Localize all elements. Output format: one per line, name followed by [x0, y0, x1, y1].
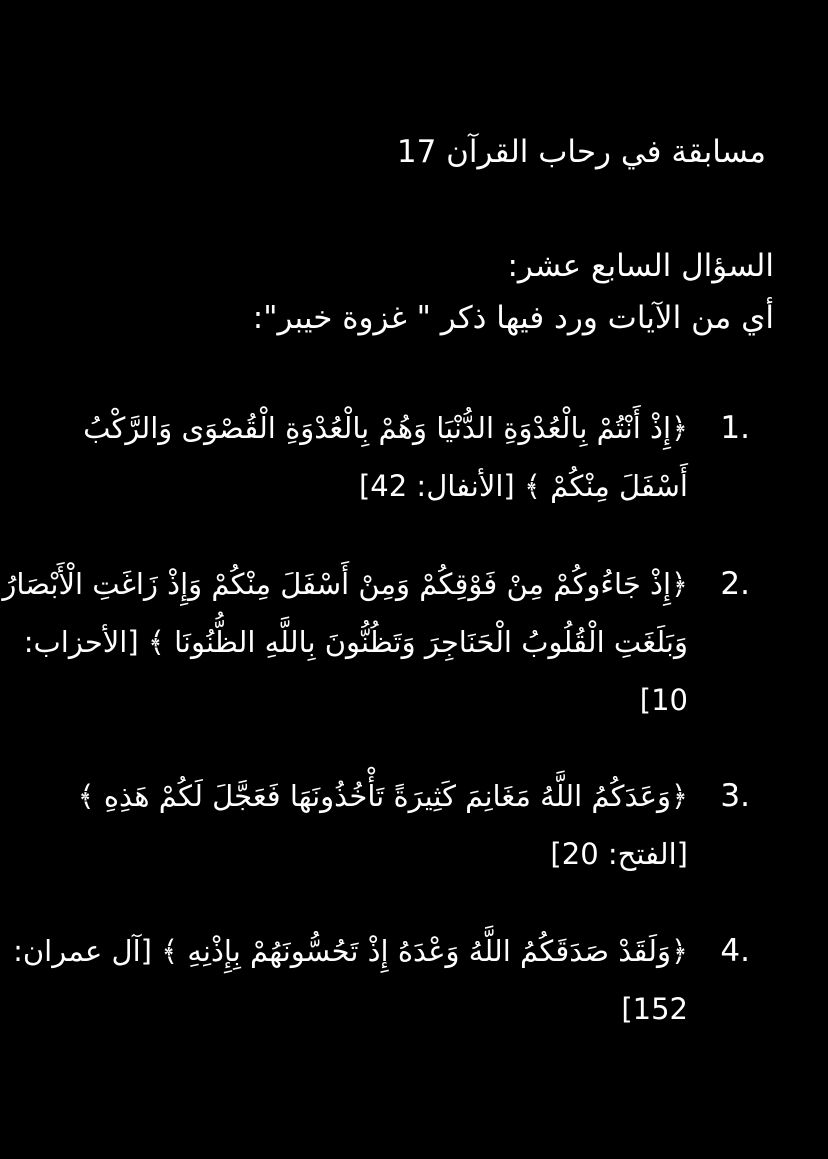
option-number: 2.	[720, 566, 750, 602]
option-text: ﴿إِذْ جَاءُوكُمْ مِنْ فَوْقِكُمْ وَمِنْ أَسْفَلَ مِنْكُمْ وَإِذْ زَاغَتِ الْأَبْصَارُ وَبَلَغَتِ الْقُلُوبُ الْحَنَاجِرَ وَتَظُنُّونَ بِاللَّهِ الظُّنُونَا ﴾ [الأحزاب: 10]	[2, 567, 688, 717]
option-number: 1.	[720, 410, 750, 446]
option-3	[60, 767, 750, 883]
option-number: 3.	[720, 778, 750, 814]
option-text: ﴿إِذْ أَنْتُمْ بِالْعُدْوَةِ الدُّنْيَا وَهُمْ بِالْعُدْوَةِ الْقُصْوَى وَالرَّكْبُ أَسْفَلَ مِنْكُمْ ﴾ [الأنفال: 42]	[83, 411, 688, 503]
question-label: السؤال السابع عشر:	[507, 248, 774, 284]
option-number: 4.	[720, 933, 750, 969]
option-text: ﴿وَلَقَدْ صَدَقَكُمُ اللَّهُ وَعْدَهُ إِذْ تَحُسُّونَهُمْ بِإِذْنِهِ ﴾ [آل عمران: 152]	[13, 934, 688, 1026]
option-2	[2, 555, 750, 729]
question-text: أي من الآيات ورد فيها ذكر " غزوة خيبر":	[252, 300, 774, 336]
page-title: مسابقة في رحاب القرآن 17	[396, 134, 766, 170]
option-1	[60, 399, 750, 515]
option-text: ﴿وَعَدَكُمُ اللَّهُ مَغَانِمَ كَثِيرَةً تَأْخُذُونَهَا فَعَجَّلَ لَكُمْ هَذِهِ ﴾ [الفتح: 20]	[77, 779, 688, 871]
option-4	[13, 922, 750, 1038]
